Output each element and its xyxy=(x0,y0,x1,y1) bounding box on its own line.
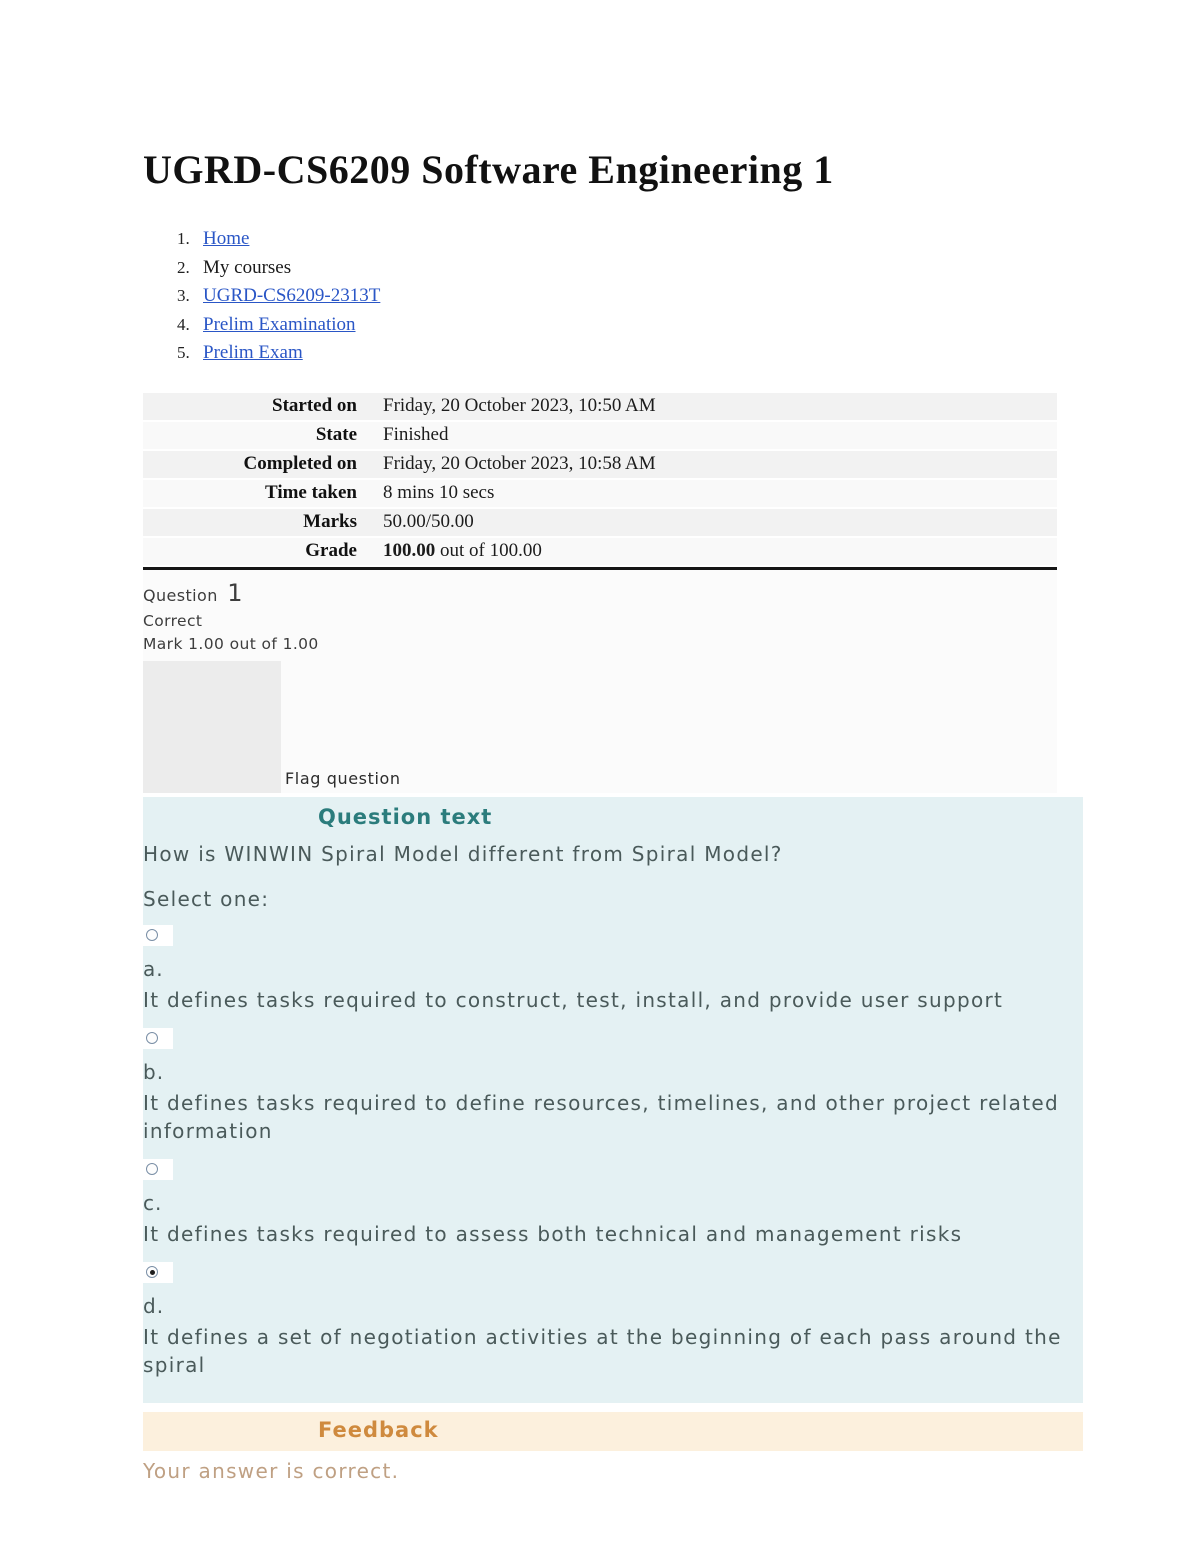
summary-row-marks xyxy=(143,509,1057,538)
summary-value xyxy=(371,540,542,562)
option-letter-b: b. xyxy=(143,1059,165,1084)
breadcrumb-number: 1. xyxy=(177,229,190,248)
feedback-text: Your answer is correct. xyxy=(143,1458,400,1483)
option-text-d: It defines a set of negotiation activities at the beginning of each pass around the spiral xyxy=(143,1324,1062,1377)
breadcrumb-item-course xyxy=(143,282,1200,311)
grade-value: 100.00 xyxy=(383,540,436,561)
breadcrumb xyxy=(143,225,1200,368)
question-text: How is WINWIN Spiral Model different from Spiral Model? xyxy=(143,841,783,866)
feedback-section xyxy=(143,1412,1083,1483)
summary-value: Friday, 20 October 2023, 10:58 AM xyxy=(383,453,656,474)
breadcrumb-link-course[interactable]: UGRD-CS6209-2313T xyxy=(203,285,381,306)
flag-question-link[interactable]: Flag question xyxy=(285,768,401,788)
question-text-section xyxy=(143,797,1083,1403)
summary-label: Completed on xyxy=(243,453,357,474)
question-image-placeholder xyxy=(143,661,281,793)
option-text-b: It defines tasks required to define resources, timelines, and other project related information xyxy=(143,1090,1059,1143)
question-body xyxy=(143,842,1083,1379)
answer-option-a xyxy=(143,925,1063,1014)
summary-label: Marks xyxy=(303,511,357,532)
summary-value: Finished xyxy=(383,424,449,445)
radio-box-c[interactable] xyxy=(143,1159,173,1180)
summary-row-state xyxy=(143,422,1057,451)
radio-box-b[interactable] xyxy=(143,1028,173,1049)
breadcrumb-item-prelim-examination xyxy=(143,311,1200,340)
answer-option-d xyxy=(143,1262,1063,1379)
page-title: UGRD-CS6209 Software Engineering 1 xyxy=(143,147,834,192)
answer-option-c xyxy=(143,1159,1063,1248)
summary-row-time-taken xyxy=(143,480,1057,509)
breadcrumb-number: 4. xyxy=(177,314,190,334)
summary-row-completed-on xyxy=(143,451,1057,480)
radio-option-c[interactable] xyxy=(146,1163,158,1175)
answer-option-b xyxy=(143,1028,1063,1145)
breadcrumb-number: 3. xyxy=(177,286,190,305)
select-one-prompt: Select one: xyxy=(143,886,270,911)
breadcrumb-label-my-courses: My courses xyxy=(203,256,292,278)
summary-label: Grade xyxy=(305,540,357,561)
attempt-summary-table xyxy=(143,393,1057,570)
question-number-value: 1 xyxy=(227,578,243,607)
summary-label: State xyxy=(315,424,357,445)
radio-option-b[interactable] xyxy=(146,1032,158,1044)
summary-value: 8 mins 10 secs xyxy=(383,482,495,503)
breadcrumb-number: 5. xyxy=(177,343,190,362)
summary-label: Time taken xyxy=(264,482,357,503)
question-mark: Mark 1.00 out of 1.00 xyxy=(143,634,319,653)
summary-row-grade xyxy=(143,538,1057,567)
breadcrumb-item-home xyxy=(143,225,1200,254)
breadcrumb-item-my-courses xyxy=(143,254,1200,283)
breadcrumb-link-prelim-examination[interactable]: Prelim Examination xyxy=(203,313,356,335)
question-status: Correct xyxy=(143,611,203,630)
summary-value: Friday, 20 October 2023, 10:50 AM xyxy=(383,395,656,416)
summary-label: Started on xyxy=(272,395,357,416)
radio-box-a[interactable] xyxy=(143,925,173,946)
question-text-heading: Question text xyxy=(318,804,493,829)
question-info-row xyxy=(143,661,1057,793)
breadcrumb-number: 2. xyxy=(177,257,190,277)
breadcrumb-link-home[interactable]: Home xyxy=(203,228,250,249)
radio-option-a[interactable] xyxy=(146,929,158,941)
radio-option-d[interactable] xyxy=(146,1266,158,1278)
option-letter-d: d. xyxy=(143,1293,165,1318)
summary-row-started-on xyxy=(143,393,1057,422)
breadcrumb-item-prelim-exam xyxy=(143,339,1200,368)
feedback-heading: Feedback xyxy=(143,1412,1083,1451)
option-text-a: It defines tasks required to construct, test, install, and provide user support xyxy=(143,987,1004,1012)
option-letter-c: c. xyxy=(143,1190,163,1215)
question-number xyxy=(143,579,1057,607)
question-word: Question xyxy=(143,585,218,605)
radio-box-d[interactable] xyxy=(143,1262,173,1283)
option-letter-a: a. xyxy=(143,956,164,981)
summary-value: 50.00/50.00 xyxy=(383,511,474,532)
grade-suffix: out of 100.00 xyxy=(440,540,542,561)
option-text-c: It defines tasks required to assess both technical and management risks xyxy=(143,1221,963,1246)
question-info-panel xyxy=(143,570,1057,793)
breadcrumb-link-prelim-exam[interactable]: Prelim Exam xyxy=(203,342,303,363)
